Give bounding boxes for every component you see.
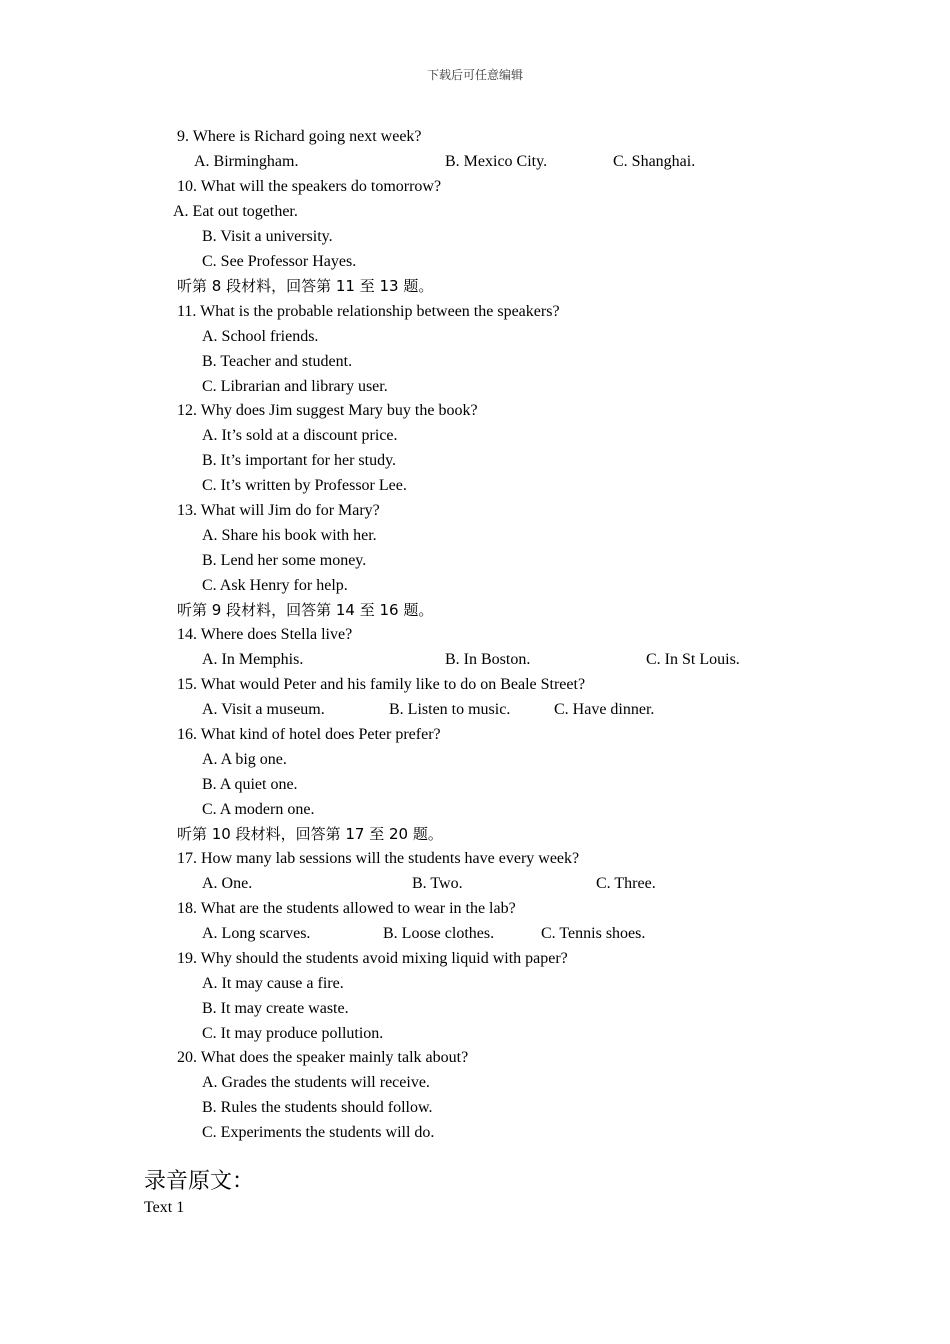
q14-option-b: B. In Boston. — [445, 651, 531, 668]
q9-option-a: A. Birmingham. — [194, 153, 299, 170]
page-header: 下载后可任意编辑 — [426, 68, 523, 82]
q15-option-b: B. Listen to music. — [389, 701, 511, 718]
section-9-instruction: 听第 9 段材料，回答第 14 至 16 题。 — [177, 601, 434, 619]
q16-option-c: C. A modern one. — [202, 801, 315, 818]
section-8-instruction: 听第 8 段材料，回答第 11 至 13 题。 — [177, 277, 434, 295]
q12-option-b: B. It’s important for her study. — [202, 452, 397, 469]
q12-option-c: C. It’s written by Professor Lee. — [202, 477, 407, 494]
question-20: 20. What does the speaker mainly talk about? — [177, 1049, 469, 1066]
question-16: 16. What kind of hotel does Peter prefer? — [177, 726, 441, 743]
question-12: 12. Why does Jim suggest Mary buy the book? — [177, 402, 478, 419]
question-11: 11. What is the probable relationship between the speakers? — [177, 303, 560, 320]
question-18: 18. What are the students allowed to wear in the lab? — [177, 900, 516, 917]
q16-option-a: A. A big one. — [202, 751, 287, 768]
q17-option-a: A. One. — [202, 875, 253, 892]
q9-option-b: B. Mexico City. — [445, 153, 548, 170]
question-15: 15. What would Peter and his family like to do on Beale Street? — [177, 676, 586, 693]
q15-option-a: A. Visit a museum. — [202, 701, 325, 718]
q19-option-c: C. It may produce pollution. — [202, 1025, 384, 1042]
q17-option-c: C. Three. — [596, 875, 656, 892]
transcript-heading: 录音原文： — [144, 1169, 255, 1194]
q13-option-c: C. Ask Henry for help. — [202, 577, 348, 594]
q18-option-b: B. Loose clothes. — [383, 925, 495, 942]
q20-option-b: B. Rules the students should follow. — [202, 1099, 433, 1116]
q18-option-a: A. Long scarves. — [202, 925, 311, 942]
q17-option-b: B. Two. — [412, 875, 463, 892]
q10-option-c: C. See Professor Hayes. — [202, 253, 357, 270]
question-14: 14. Where does Stella live? — [177, 626, 353, 643]
text-1-label: Text 1 — [144, 1199, 185, 1216]
q13-option-a: A. Share his book with her. — [202, 527, 377, 544]
q10-option-a: A. Eat out together. — [173, 203, 298, 220]
question-13: 13. What will Jim do for Mary? — [177, 502, 380, 519]
question-10: 10. What will the speakers do tomorrow? — [177, 178, 442, 195]
q20-option-a: A. Grades the students will receive. — [202, 1074, 430, 1091]
q14-option-c: C. In St Louis. — [646, 651, 740, 668]
question-9: 9. Where is Richard going next week? — [177, 128, 422, 145]
q20-option-c: C. Experiments the students will do. — [202, 1124, 435, 1141]
q10-option-b: B. Visit a university. — [202, 228, 333, 245]
q19-option-a: A. It may cause a fire. — [202, 975, 344, 992]
q9-option-c: C. Shanghai. — [613, 153, 696, 170]
q13-option-b: B. Lend her some money. — [202, 552, 367, 569]
q19-option-b: B. It may create waste. — [202, 1000, 349, 1017]
q15-option-c: C. Have dinner. — [554, 701, 655, 718]
q11-option-a: A. School friends. — [202, 328, 319, 345]
q14-option-a: A. In Memphis. — [202, 651, 304, 668]
q18-option-c: C. Tennis shoes. — [541, 925, 646, 942]
q12-option-a: A. It’s sold at a discount price. — [202, 427, 398, 444]
q11-option-c: C. Librarian and library user. — [202, 378, 388, 395]
q11-option-b: B. Teacher and student. — [202, 353, 353, 370]
q16-option-b: B. A quiet one. — [202, 776, 298, 793]
question-19: 19. Why should the students avoid mixing liquid with paper? — [177, 950, 568, 967]
section-10-instruction: 听第 10 段材料，回答第 17 至 20 题。 — [177, 825, 443, 843]
question-17: 17. How many lab sessions will the students have every week? — [177, 850, 580, 867]
